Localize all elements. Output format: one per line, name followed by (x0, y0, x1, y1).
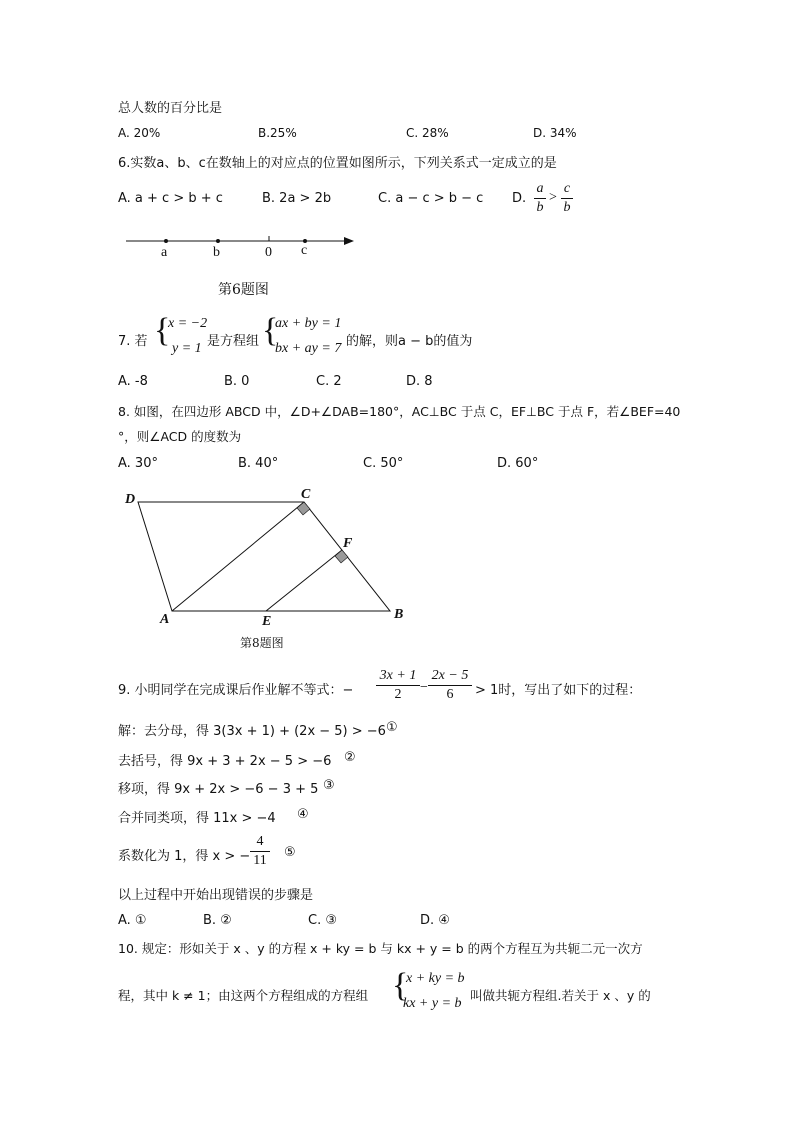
q9-option-a: A. ① (118, 913, 147, 928)
q9-step-4: 合并同类项，得 11x > −4 (118, 811, 276, 826)
q6-option-d-frac-left: a b (534, 181, 546, 216)
q8-figure-caption: 第8题图 (240, 636, 284, 650)
q8-point-b: B (394, 607, 404, 622)
q8-option-b: B. 40° (238, 456, 279, 471)
q5-option-b: B.25% (258, 126, 297, 140)
q10-line1: 10. 规定：形如关于 x 、y 的方程 x + ky = b 与 kx + y = b 的两个方程互为共轭二元一次方 (118, 941, 643, 956)
q5-stem: 总人数的百分比是 (118, 101, 223, 116)
q6-stem: 6.实数a、b、c在数轴上的对应点的位置如图所示，下列关系式一定成立的是 (118, 156, 557, 171)
q8-point-a: A (160, 612, 170, 627)
q9-question: 以上过程中开始出现错误的步骤是 (118, 888, 314, 903)
q7-sys1-line1: x = −2 (168, 316, 208, 331)
q10-sys-line2: kx + y = b (403, 996, 462, 1011)
q10-line2-pre: 程，其中 k ≠ 1；由这两个方程组成的方程组 (118, 988, 369, 1003)
q7-mid: 是方程组 (207, 334, 260, 349)
q8-point-e: E (262, 614, 272, 629)
numberline-label-a: a (161, 245, 168, 260)
numberline-label-0: 0 (265, 245, 272, 260)
q9-step-3-mark: ③ (323, 778, 335, 793)
q7-prefix: 7. 若 (118, 334, 148, 349)
q10-brace: { (392, 967, 409, 1004)
q8-point-d: D (125, 492, 136, 507)
q8-stem-line2: °，则∠ACD 的度数为 (118, 429, 242, 444)
q9-minus: − (420, 680, 428, 695)
q7-option-b: B. 0 (224, 374, 250, 389)
q5-option-a: A. 20% (118, 126, 161, 140)
q6-option-b: B. 2a > 2b (262, 191, 332, 206)
q9-stem-pre: 9. 小明同学在完成课后作业解不等式：− (118, 683, 354, 698)
numberline-label-b: b (213, 245, 220, 260)
number-line (120, 230, 360, 264)
numberline-label-c: c (301, 243, 308, 258)
q9-step-5-frac: 4 11 (250, 834, 270, 869)
q7-sys1-line2: y = 1 (172, 341, 202, 356)
q9-step-1-mark: ① (386, 720, 398, 735)
q9-option-c: C. ③ (308, 913, 337, 928)
q7-brace-2: { (262, 312, 279, 349)
q8-option-a: A. 30° (118, 456, 158, 471)
q7-brace-1: { (154, 312, 171, 349)
q7-option-d: D. 8 (406, 374, 433, 389)
q10-line2-post: 叫做共轭方程组.若关于 x 、y 的 (470, 988, 651, 1003)
q6-option-d-frac-right: c b (561, 181, 573, 216)
q9-step-4-mark: ④ (297, 807, 309, 822)
q7-option-a: A. -8 (118, 374, 148, 389)
q8-stem-line1: 8. 如图，在四边形 ABCD 中，∠D+∠DAB=180°，AC⊥BC 于点 C，EF⊥BC 于点 F，若∠BEF=40 (118, 404, 681, 419)
q9-step-3: 移项，得 9x + 2x > −6 − 3 + 5 (118, 782, 319, 797)
q9-step-5: 系数化为 1，得 x > − (118, 849, 251, 864)
q9-step-2: 去括号，得 9x + 3 + 2x − 5 > −6 (118, 754, 332, 769)
q7-sys2-line1: ax + by = 1 (275, 316, 342, 331)
q5-option-c: C. 28% (406, 126, 449, 140)
q10-sys-line1: x + ky = b (406, 971, 465, 986)
q6-figure-caption: 第6题图 (218, 282, 269, 298)
q7-sys2-line2: bx + ay = 7 (275, 341, 342, 356)
q7-option-c: C. 2 (316, 374, 342, 389)
q8-option-d: D. 60° (497, 456, 539, 471)
q6-option-d: D. (512, 191, 527, 206)
q9-frac-1: 3x + 1 2 (376, 668, 420, 703)
q6-option-c: C. a − c > b − c (378, 191, 484, 206)
q9-step-1: 解：去分母，得 3(3x + 1) + (2x − 5) > −6 (118, 724, 386, 739)
q9-stem-post: > 1时，写出了如下的过程： (475, 683, 642, 698)
q7-suffix: 的解，则a − b的值为 (346, 334, 473, 349)
q8-point-f: F (343, 536, 353, 551)
q6-option-a: A. a + c > b + c (118, 191, 223, 206)
q9-option-b: B. ② (203, 913, 232, 928)
q5-option-d: D. 34% (533, 126, 577, 140)
q8-point-c: C (301, 487, 311, 502)
q9-frac-2: 2x − 5 6 (428, 668, 472, 703)
q6-option-d-rel: > (549, 190, 557, 205)
q9-option-d: D. ④ (420, 913, 450, 928)
q9-step-2-mark: ② (344, 750, 356, 765)
q9-step-5-mark: ⑤ (284, 845, 296, 860)
q8-option-c: C. 50° (363, 456, 404, 471)
